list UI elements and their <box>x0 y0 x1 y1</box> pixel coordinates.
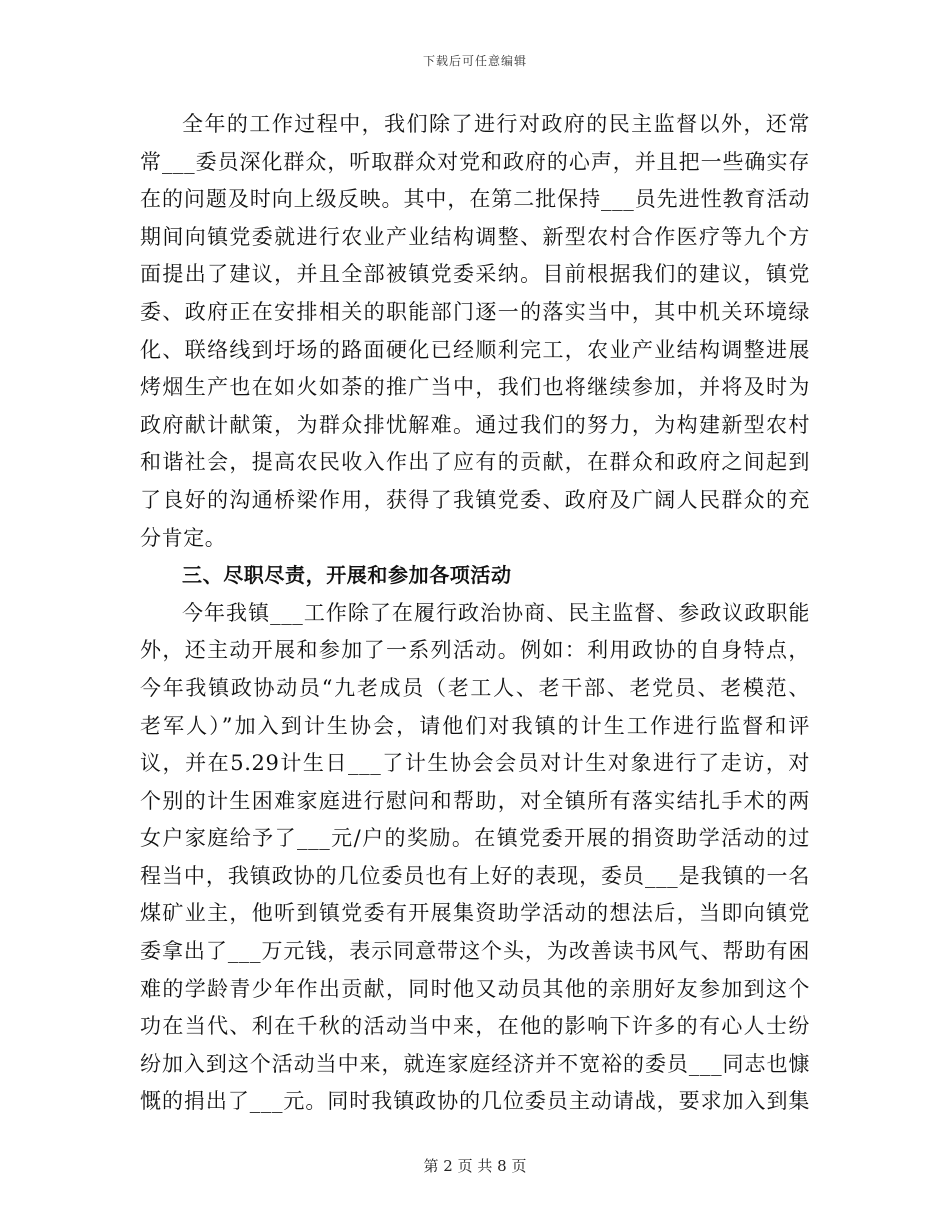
text-line: 女户家庭给予了___元/户的奖励。在镇党委开展的捐资助学活动的过 <box>140 826 810 851</box>
section-heading: 三、尽职尽责，开展和参加各项活动 <box>182 563 512 588</box>
text-line: 委拿出了___万元钱，表示同意带这个头，为改善读书风气、帮助有困 <box>140 939 810 964</box>
text-line: 化、联络线到圩场的路面硬化已经顺利完工，农业产业结构调整进展 <box>140 337 810 362</box>
text-line: 委、政府正在安排相关的职能部门逐一的落实当中，其中机关环境绿 <box>140 299 810 324</box>
text-line: 全年的工作过程中，我们除了进行对政府的民主监督以外，还常 <box>182 112 810 136</box>
document-body <box>140 106 810 1121</box>
page-number: 第 2 页 共 8 页 <box>423 1157 527 1175</box>
text-line: 和谐社会，提高农民收入作出了应有的贡献，在群众和政府之间起到 <box>140 450 810 475</box>
text-line: 慨的捐出了___元。同时我镇政协的几位委员主动请战，要求加入到集 <box>140 1089 810 1114</box>
text-line: 纷加入到这个活动当中来，就连家庭经济并不宽裕的委员___同志也慷 <box>140 1051 810 1076</box>
text-line: 期间向镇党委就进行农业产业结构调整、新型农村合作医疗等九个方 <box>140 224 810 249</box>
text-line: 今年我镇政协动员“九老成员（老工人、老干部、老党员、老模范、 <box>140 675 810 700</box>
text-line: 老军人）”加入到计生协会，请他们对我镇的计生工作进行监督和评 <box>140 713 810 738</box>
text-line: 分肯定。 <box>140 525 227 550</box>
text-line: 在的问题及时向上级反映。其中，在第二批保持___员先进性教育活动 <box>140 187 810 212</box>
text-line: 议，并在5.29计生日___了计生协会会员对计生对象进行了走访，对 <box>140 751 810 776</box>
text-line: 外，还主动开展和参加了一系列活动。例如：利用政协的自身特点， <box>140 638 810 663</box>
text-line: 煤矿业主，他听到镇党委有开展集资助学活动的想法后，当即向镇党 <box>140 901 810 926</box>
text-line: 政府献计献策，为群众排忧解难。通过我们的努力，为构建新型农村 <box>140 412 810 437</box>
text-line: 功在当代、利在千秋的活动当中来，在他的影响下许多的有心人士纷 <box>140 1014 810 1039</box>
page-header-note: 下载后可任意编辑 <box>422 54 527 68</box>
text-line: 了良好的沟通桥梁作用，获得了我镇党委、政府及广阔人民群众的充 <box>140 487 810 512</box>
paragraph-lines <box>140 106 810 1121</box>
text-line: 难的学龄青少年作出贡献，同时他又动员其他的亲朋好友参加到这个 <box>140 976 810 1001</box>
text-line: 程当中，我镇政协的几位委员也有上好的表现，委员___是我镇的一名 <box>140 863 810 888</box>
text-line: 烤烟生产也在如火如荼的推广当中，我们也将继续参加，并将及时为 <box>140 375 810 400</box>
text-line: 面提出了建议，并且全部被镇党委采纳。目前根据我们的建议，镇党 <box>140 262 810 287</box>
text-line: 今年我镇___工作除了在履行政治协商、民主监督、参政议政职能 <box>182 600 810 625</box>
text-line: 个别的计生困难家庭进行慰问和帮助，对全镇所有落实结扎手术的两 <box>140 788 810 813</box>
text-line: 常___委员深化群众，听取群众对党和政府的心声，并且把一些确实存 <box>140 149 810 174</box>
